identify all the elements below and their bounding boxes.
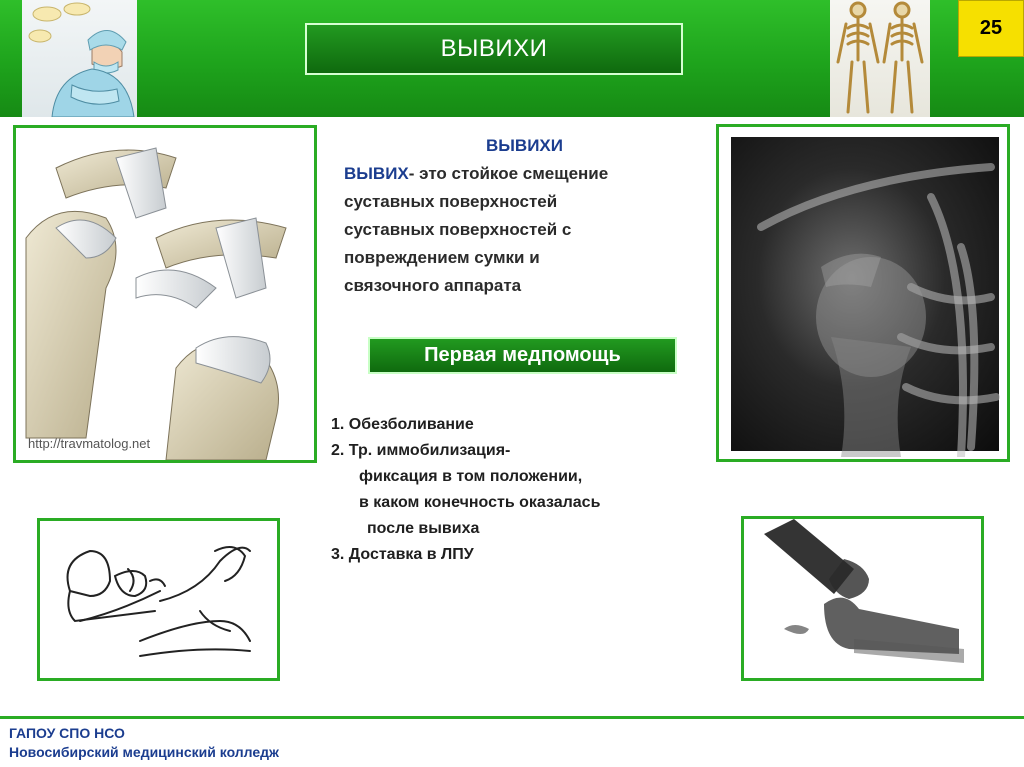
list-item: 2. Тр. иммобилизация- [331,442,511,459]
shoulder-xray-image [716,124,1010,462]
list-item: 1. Обезболивание [331,416,474,433]
xray-background [731,137,999,451]
skeleton-icon [830,0,930,117]
list-item: фиксация в том положении, [359,468,583,485]
image-watermark: http://travmatolog.net [28,436,151,451]
shoulder-dislocation-image [13,125,317,463]
definition-line: повреждением сумки и [344,248,540,267]
elbow-joint-icon [40,521,277,678]
footer-org: ГАПОУ СПО НСО [9,725,125,741]
xray-bones-icon [731,137,1005,457]
doctor-icon [22,0,137,117]
shoulder-joint-icon [16,128,314,460]
definition-line: - это стойкое смещение [408,164,609,183]
footer [9,724,279,762]
elbow-dislocation-sketch [37,518,280,681]
definition-line: суставных поверхностей [344,192,558,211]
dislocation-definition [344,160,714,300]
definition-line: связочного аппарата [344,276,522,295]
list-item: 3. Доставка в ЛПУ [331,546,474,563]
list-item: в каком конечность оказалась [359,494,601,511]
skeleton-illustration [830,0,930,117]
footer-divider [0,716,1024,719]
footer-college: Новосибирский медицинский колледж [9,744,279,760]
elbow-xray-icon [744,519,981,678]
doctor-illustration [22,0,137,117]
content-heading: ВЫВИХИ [486,136,563,155]
list-item: после вывиха [367,520,480,537]
elbow-xray-image [741,516,984,681]
page-number-badge: 25 [958,0,1024,57]
definition-line: суставных поверхностей с [344,220,572,239]
first-aid-list [331,412,721,568]
first-aid-title: Первая медпомощь [368,337,677,374]
slide-title: ВЫВИХИ [305,23,683,75]
definition-term: ВЫВИХ [344,164,409,183]
